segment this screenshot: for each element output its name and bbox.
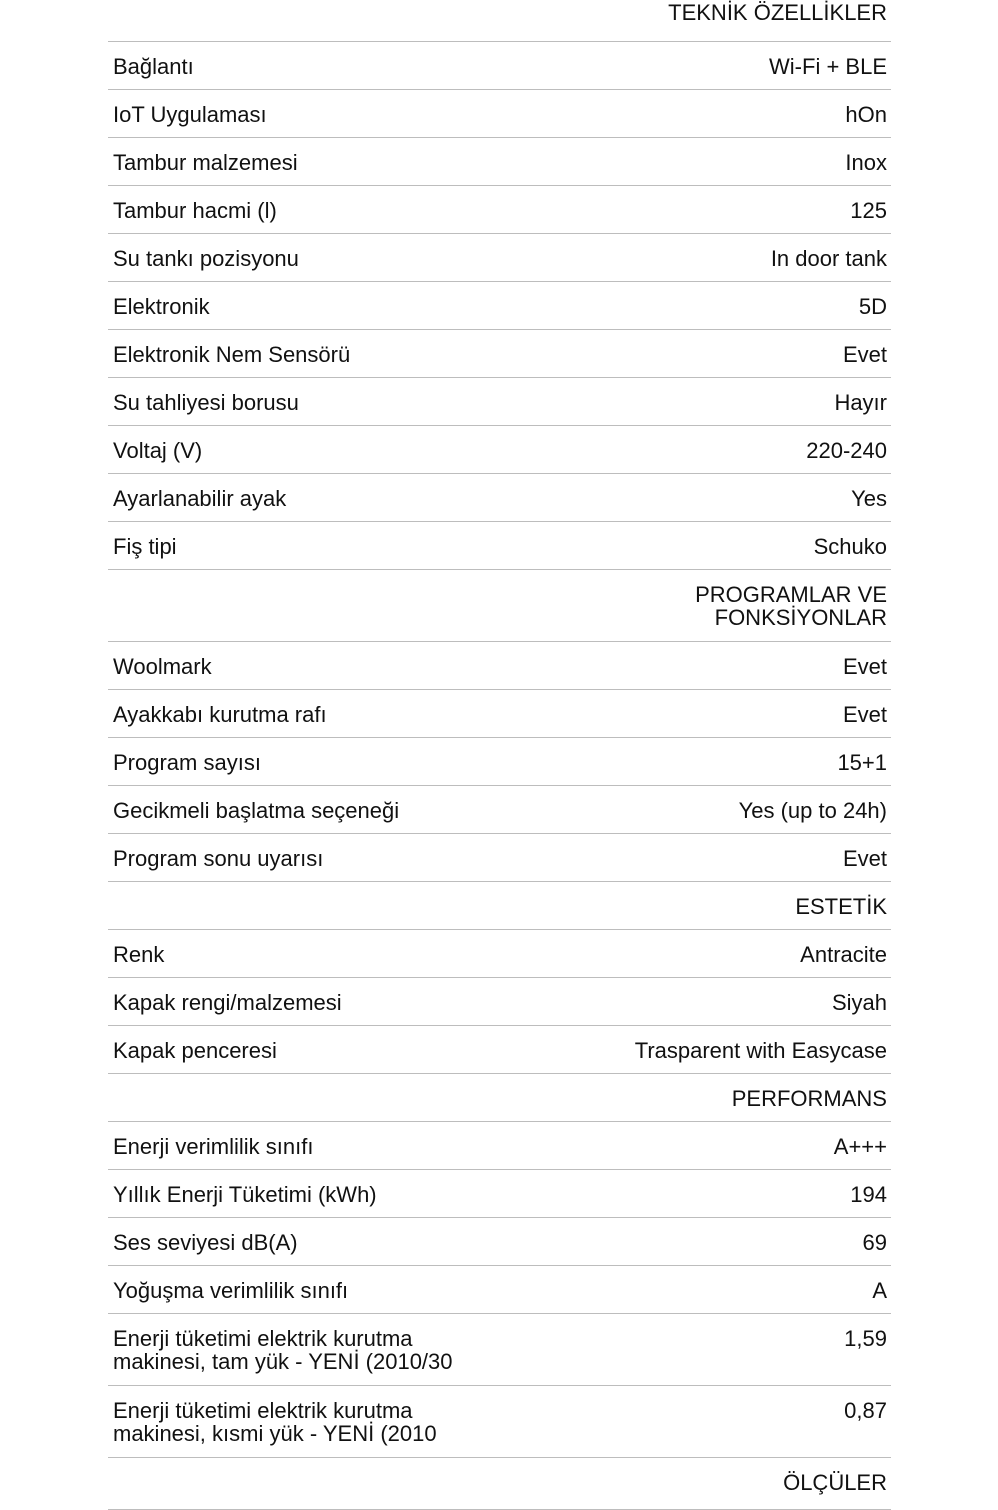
spec-row-end-alert — [108, 834, 891, 882]
spec-row-shoe-rack — [108, 690, 891, 738]
spec-row-condensation-class — [108, 1266, 891, 1314]
spec-label — [113, 1327, 453, 1373]
spec-label: Woolmark — [113, 654, 212, 679]
spec-label-line1: Enerji tüketimi elektrik kurutma — [113, 1398, 413, 1423]
section-header-dimensions — [108, 1458, 891, 1510]
spec-label: Su tankı pozisyonu — [113, 246, 299, 271]
spec-value: Siyah — [831, 990, 887, 1015]
spec-row-adjustable-feet — [108, 474, 891, 522]
spec-row-plug-type — [108, 522, 891, 570]
spec-row-connectivity — [108, 42, 891, 90]
spec-label: Yıllık Enerji Tüketimi (kWh) — [113, 1182, 377, 1207]
spec-value: 69 — [862, 1230, 887, 1255]
spec-row-color — [108, 930, 891, 978]
section-title: PERFORMANS — [731, 1086, 887, 1111]
spec-value: 194 — [850, 1182, 887, 1207]
spec-label: Kapak rengi/malzemesi — [113, 990, 342, 1015]
section-title: ESTETİK — [795, 894, 887, 919]
section-title — [695, 583, 887, 629]
spec-label: Elektronik Nem Sensörü — [113, 342, 351, 367]
spec-row-door-window — [108, 1026, 891, 1074]
spec-label: Tambur hacmi (l) — [113, 198, 277, 223]
spec-row-drain-hose — [108, 378, 891, 426]
spec-label: Program sonu uyarısı — [113, 846, 324, 871]
spec-label-line2: makinesi, tam yük - YENİ (2010/30 — [113, 1349, 453, 1374]
section-header-aesthetics — [108, 882, 891, 930]
spec-label: Ayarlanabilir ayak — [113, 486, 287, 511]
spec-label: Elektronik — [113, 294, 210, 319]
spec-row-woolmark — [108, 642, 891, 690]
spec-value: Yes — [851, 486, 887, 511]
spec-row-drum-material — [108, 138, 891, 186]
spec-row-iot-app — [108, 90, 891, 138]
spec-value: Wi-Fi + BLE — [769, 54, 887, 79]
spec-label: Kapak penceresi — [113, 1038, 277, 1063]
spec-value: Antracite — [800, 942, 887, 967]
spec-row-water-tank-position — [108, 234, 891, 282]
spec-label: Enerji verimlilik sınıfı — [113, 1134, 314, 1159]
spec-row-program-count — [108, 738, 891, 786]
section-header-performance — [108, 1074, 891, 1122]
spec-value: A+++ — [833, 1134, 887, 1159]
spec-value: In door tank — [770, 246, 887, 271]
spec-value: Evet — [842, 342, 887, 367]
spec-row-delay-start — [108, 786, 891, 834]
spec-value: 0,87 — [844, 1398, 887, 1423]
spec-row-voltage — [108, 426, 891, 474]
section-header-programs — [108, 570, 891, 642]
spec-row-energy-partial-load — [108, 1386, 891, 1458]
spec-label: Ses seviyesi dB(A) — [113, 1230, 298, 1255]
spec-value: 220-240 — [806, 438, 887, 463]
section-title-line2: FONKSİYONLAR — [714, 605, 887, 630]
spec-value: Evet — [842, 846, 887, 871]
spec-label: Ayakkabı kurutma rafı — [113, 702, 327, 727]
spec-value: hOn — [845, 102, 887, 127]
spec-row-annual-energy — [108, 1170, 891, 1218]
spec-label: Fiş tipi — [113, 534, 177, 559]
spec-value: Trasparent with Easycase — [634, 1038, 887, 1063]
spec-label: Renk — [113, 942, 165, 967]
spec-value: 15+1 — [837, 750, 887, 775]
spec-label: Su tahliyesi borusu — [113, 390, 299, 415]
section-header-technical — [108, 0, 891, 42]
spec-value: Evet — [842, 702, 887, 727]
spec-row-door-color — [108, 978, 891, 1026]
spec-label: IoT Uygulaması — [113, 102, 267, 127]
spec-label: Gecikmeli başlatma seçeneği — [113, 798, 400, 823]
spec-label: Program sayısı — [113, 750, 261, 775]
spec-value: 125 — [850, 198, 887, 223]
spec-label: Yoğuşma verimlilik sınıfı — [113, 1278, 349, 1303]
section-title: TEKNİK ÖZELLİKLER — [668, 0, 887, 25]
spec-label-line2: makinesi, kısmi yük - YENİ (2010 — [113, 1421, 437, 1446]
spec-row-electronics — [108, 282, 891, 330]
spec-value: 5D — [858, 294, 887, 319]
spec-value: Schuko — [813, 534, 887, 559]
spec-label: Tambur malzemesi — [113, 150, 298, 175]
spec-value: A — [872, 1278, 887, 1303]
spec-row-energy-class — [108, 1122, 891, 1170]
spec-value: Inox — [845, 150, 887, 175]
spec-row-energy-full-load — [108, 1314, 891, 1386]
spec-row-drum-volume — [108, 186, 891, 234]
spec-label: Bağlantı — [113, 54, 194, 79]
spec-row-noise-level — [108, 1218, 891, 1266]
spec-value: Yes (up to 24h) — [738, 798, 887, 823]
spec-value: 1,59 — [844, 1326, 887, 1351]
spec-label — [113, 1399, 437, 1445]
section-title-line1: PROGRAMLAR VE — [695, 582, 887, 607]
spec-label: Voltaj (V) — [113, 438, 203, 463]
spec-row-humidity-sensor — [108, 330, 891, 378]
spec-label-line1: Enerji tüketimi elektrik kurutma — [113, 1326, 413, 1351]
section-title: ÖLÇÜLER — [783, 1470, 887, 1495]
spec-value: Hayır — [834, 390, 887, 415]
spec-value: Evet — [842, 654, 887, 679]
spec-table — [108, 0, 891, 1510]
